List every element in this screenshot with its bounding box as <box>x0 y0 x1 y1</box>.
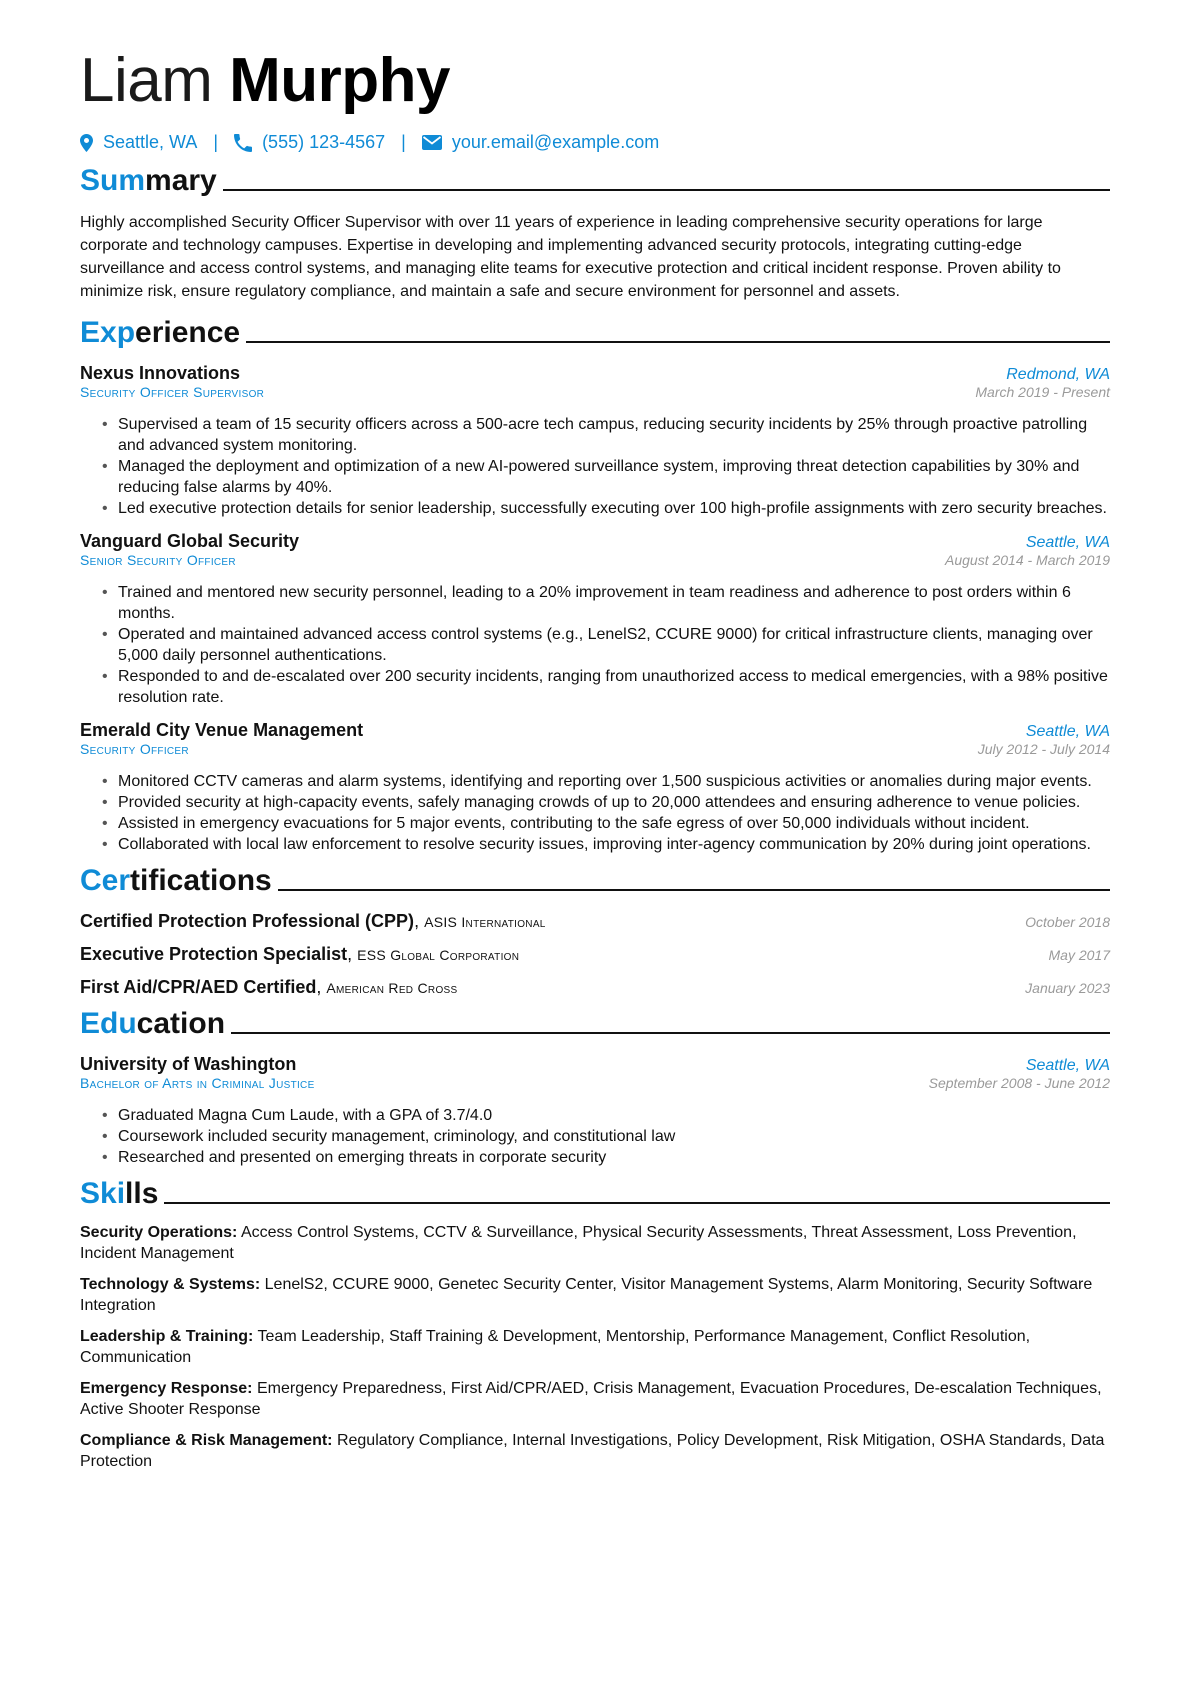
school-location: Seattle, WA <box>1025 1057 1110 1074</box>
skill-list: Emergency Preparedness, First Aid/CPR/AED, Crisis Management, Evacuation Procedures, De-escalation Techniques, Active Shooter Response <box>80 1380 1102 1418</box>
section-title-rest: lls <box>125 1177 159 1210</box>
list-item: • Assisted in emergency evacuations for 5 major events, contributing to the safe egress of over 50,000 individuals without incident. <box>118 813 1110 834</box>
experience-entry <box>80 531 1110 708</box>
certifications-section-header <box>80 863 1110 899</box>
contact-location <box>80 132 197 153</box>
skill-list: Regulatory Compliance, Internal Investigations, Policy Development, Risk Mitigation, OSHA Standards, Data Protection <box>80 1432 1105 1470</box>
list-item: • Collaborated with local law enforcement to resolve security issues, improving inter-agency communication by 20% during joint operations. <box>118 834 1110 855</box>
job-location: Seattle, WA <box>1025 534 1110 551</box>
skill-group <box>80 1378 1110 1420</box>
job-dates: July 2012 - July 2014 <box>977 741 1110 757</box>
education-entry <box>80 1054 1110 1168</box>
section-title <box>80 315 246 351</box>
experience-section-header <box>80 315 1110 351</box>
list-item: • Operated and maintained advanced access control systems (e.g., LenelS2, CCURE 9000) for critical infrastructure clients, managing over 5,000 daily personnel authentications. <box>118 624 1110 666</box>
job-dates: August 2014 - March 2019 <box>945 552 1110 568</box>
achievement-list <box>80 582 1110 708</box>
section-title <box>80 163 223 199</box>
achievement-list <box>80 771 1110 855</box>
employer-name: Vanguard Global Security <box>80 531 300 551</box>
experience-entry <box>80 720 1110 855</box>
education-highlights <box>80 1105 1110 1168</box>
certification-issuer: ESS Global Corporation <box>357 947 520 963</box>
list-item: • Coursework included security management, criminology, and constitutional law <box>118 1126 1110 1147</box>
list-item: • Responded to and de-escalated over 200 security incidents, ranging from unauthorized access to medical emergencies, with a 98% positive resolution rate. <box>118 666 1110 708</box>
certification-issuer: American Red Cross <box>326 980 458 996</box>
job-dates: March 2019 - Present <box>975 384 1110 400</box>
certification-date: January 2023 <box>1025 980 1110 996</box>
section-divider <box>246 341 1110 343</box>
certification-date: May 2017 <box>1048 947 1110 963</box>
job-title: Security Officer Supervisor <box>80 384 265 400</box>
envelope-icon <box>422 135 442 150</box>
skill-list: LenelS2, CCURE 9000, Genetec Security Center, Visitor Management Systems, Alarm Monitoring, Security Software Integration <box>80 1276 1093 1314</box>
list-item: • Graduated Magna Cum Laude, with a GPA of 3.7/4.0 <box>118 1105 1110 1126</box>
contact-email[interactable] <box>422 132 659 153</box>
skill-group <box>80 1222 1110 1264</box>
list-item: • Researched and presented on emerging threats in corporate security <box>118 1147 1110 1168</box>
skill-category: Technology & Systems: <box>80 1276 261 1293</box>
section-title-rest: mary <box>145 164 217 197</box>
section-title-accent: Edu <box>80 1007 137 1040</box>
skill-list: Access Control Systems, CCTV & Surveillance, Physical Security Assessments, Threat Assessment, Loss Prevention, Incident Management <box>80 1224 1077 1262</box>
certification-name: Certified Protection Professional (CPP) <box>80 911 415 931</box>
skill-list: Team Leadership, Staff Training & Development, Mentorship, Performance Management, Conflict Resolution, Communication <box>80 1328 1031 1366</box>
section-title <box>80 1006 231 1042</box>
contact-separator: | <box>401 132 406 152</box>
list-item: • Managed the deployment and optimization of a new AI-powered surveillance system, improving threat detection capabilities by 30% and reducing false alarms by 40%. <box>118 456 1110 498</box>
degree-title: Bachelor of Arts in Criminal Justice <box>80 1075 315 1091</box>
certification-date: October 2018 <box>1025 914 1110 930</box>
contact-line <box>80 132 1110 153</box>
contact-phone <box>234 132 385 153</box>
employer-name: Emerald City Venue Management <box>80 720 364 740</box>
job-location: Seattle, WA <box>1025 723 1110 740</box>
contact-separator: | <box>213 132 219 152</box>
job-location: Redmond, WA <box>1006 366 1110 383</box>
list-item: • Monitored CCTV cameras and alarm systems, identifying and reporting over 1,500 suspicious activities or anomalies during major events. <box>118 771 1110 792</box>
section-title-accent: Exp <box>80 316 136 349</box>
section-divider <box>164 1202 1110 1204</box>
list-item: • Provided security at high-capacity events, safely managing crowds of up to 20,000 attendees and ensuring adherence to venue policies. <box>118 792 1110 813</box>
job-title: Security Officer <box>80 741 189 757</box>
school-name: University of Washington <box>80 1054 297 1074</box>
section-title-accent: Cer <box>80 864 131 897</box>
map-pin-icon <box>80 134 93 152</box>
section-title <box>80 1176 164 1212</box>
section-divider <box>231 1032 1110 1034</box>
summary-text: Highly accomplished Security Officer Supervisor with over 11 years of experience in leading comprehensive security operations for large corporate and technology campuses. Expertise in developing and implementing advanced security protocols, integrating cutting-edge surveillance and access control systems, and managing elite teams for executive protection and critical incident response. Proven ability to minimize risk, ensure regulatory compliance, and maintain a safe and secure environment for personnel and assets. <box>80 214 1061 300</box>
certification-issuer: ASIS International <box>424 914 546 930</box>
list-item: • Trained and mentored new security personnel, leading to a 20% improvement in team readiness and adherence to post orders within 6 months. <box>118 582 1110 624</box>
section-title-rest: cation <box>136 1007 226 1040</box>
experience-entry <box>80 363 1110 519</box>
email-link[interactable]: your.email@example.com <box>451 132 660 152</box>
certification-name: Executive Protection Specialist <box>80 944 348 964</box>
skill-category: Security Operations: <box>80 1224 238 1241</box>
skill-category: Emergency Response: <box>80 1380 253 1397</box>
section-title <box>80 863 278 899</box>
phone-text: (555) 123-4567 <box>262 132 386 152</box>
section-title-rest: erience <box>135 316 241 349</box>
last-name: Murphy <box>229 46 450 115</box>
list-item: • Led executive protection details for senior leadership, successfully executing over 100 high-profile assignments with zero security breaches. <box>118 498 1110 519</box>
first-name: Liam <box>80 46 213 115</box>
section-divider <box>278 889 1110 891</box>
skill-category: Leadership & Training: <box>80 1328 254 1345</box>
certification-row: Certified Protection Professional (CPP), ASIS International October 2018 <box>80 911 1110 931</box>
skill-group <box>80 1326 1110 1368</box>
list-item: • Supervised a team of 15 security officers across a 500-acre tech campus, reducing security incidents by 25% through proactive patrolling and advanced system monitoring. <box>118 414 1110 456</box>
certification-row: Executive Protection Specialist, ESS Global Corporation May 2017 <box>80 944 1110 964</box>
candidate-name <box>80 44 1110 118</box>
education-section-header <box>80 1006 1110 1042</box>
section-title-rest: tifications <box>130 864 272 897</box>
job-title: Senior Security Officer <box>80 552 236 568</box>
achievement-list <box>80 414 1110 519</box>
section-divider <box>223 189 1110 191</box>
skills-section-header <box>80 1176 1110 1212</box>
summary-section-header <box>80 163 1110 199</box>
phone-icon <box>234 134 252 152</box>
education-dates: September 2008 - June 2012 <box>928 1075 1110 1091</box>
section-title-accent: Sum <box>80 164 146 197</box>
skill-group <box>80 1430 1110 1472</box>
certification-name: First Aid/CPR/AED Certified <box>80 977 317 997</box>
skill-category: Compliance & Risk Management: <box>80 1432 333 1449</box>
location-text: Seattle, WA <box>103 132 198 152</box>
skill-group <box>80 1274 1110 1316</box>
section-title-accent: Ski <box>80 1177 126 1210</box>
certification-row: First Aid/CPR/AED Certified, American Red Cross January 2023 <box>80 977 1110 997</box>
employer-name: Nexus Innovations <box>80 363 241 383</box>
